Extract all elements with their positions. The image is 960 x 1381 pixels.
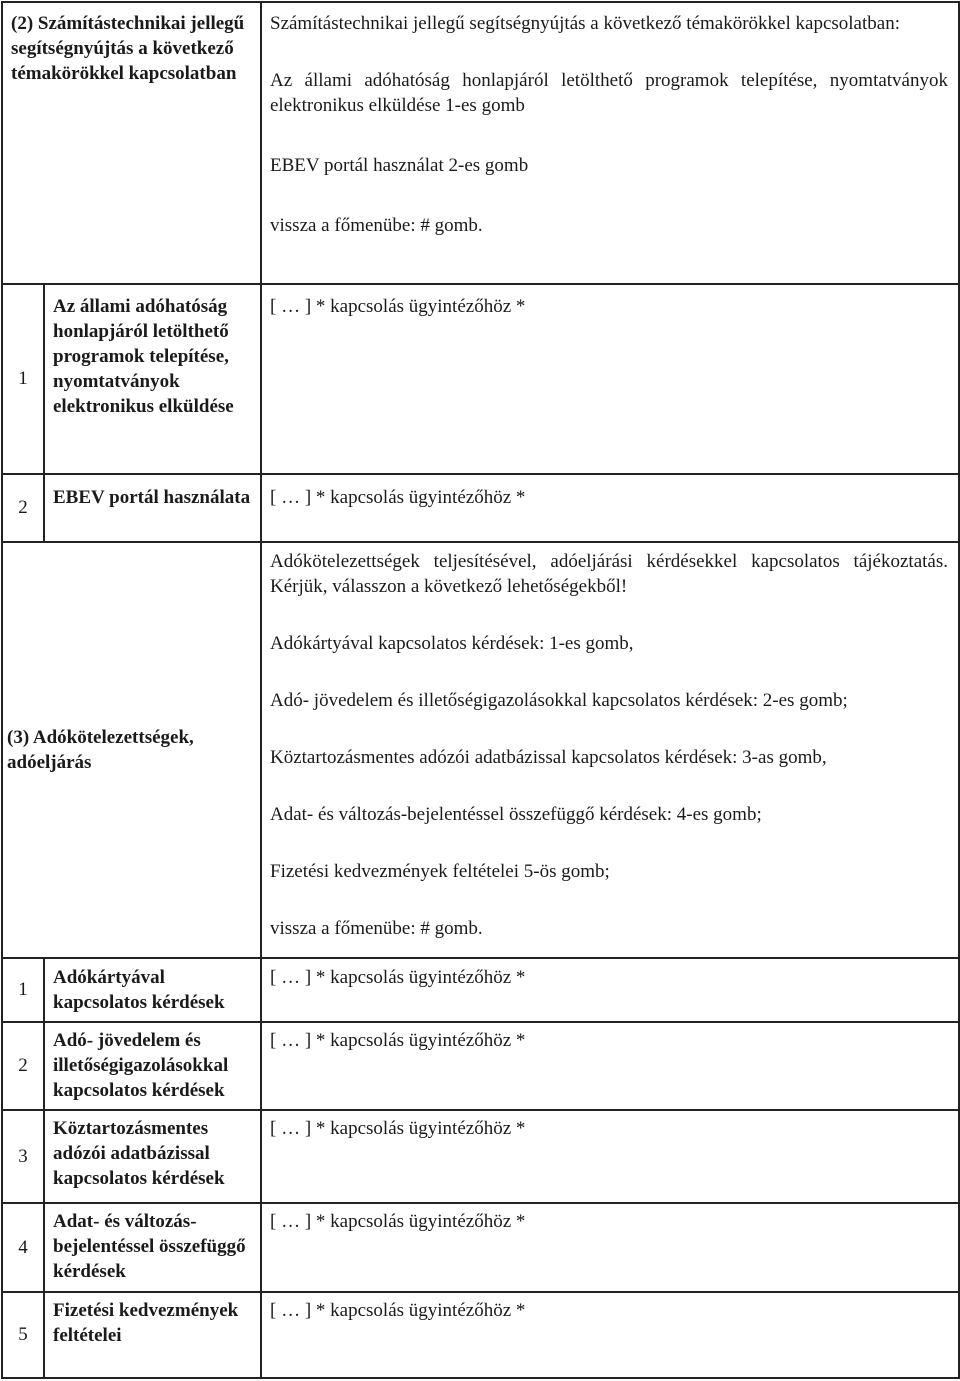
row-action: [ … ] * kapcsolás ügyintézőhöz *	[261, 1022, 959, 1110]
row-label: Adó- jövedelem és illetőségigazolásokkal kapcsolatos kérdések	[44, 1022, 261, 1110]
section3-option1: Adókártyával kapcsolatos kérdések: 1-es gomb,	[270, 633, 634, 654]
row-number: 2	[2, 474, 44, 542]
section2-title: (2) Számítástechnikai jellegű segítségnyújtás a következő témakörökkel kapcsolatban	[2, 2, 261, 284]
section2-back: vissza a főmenübe: # gomb.	[270, 215, 483, 236]
row-label: Fizetési kedvezmények feltételei	[44, 1292, 261, 1378]
section3-back: vissza a főmenübe: # gomb.	[270, 918, 483, 939]
section3-option5: Fizetési kedvezmények feltételei 5-ös gomb;	[270, 861, 610, 882]
row-number: 1	[2, 284, 44, 474]
table-row	[2, 1292, 959, 1378]
table-row	[2, 1110, 959, 1203]
section3-option2: Adó- jövedelem és illetőségigazolásokkal kapcsolatos kérdések: 2-es gomb;	[270, 690, 848, 711]
row-number: 4	[2, 1203, 44, 1292]
section2-option2: EBEV portál használat 2-es gomb	[270, 155, 529, 176]
row-number: 5	[2, 1292, 44, 1378]
row-label: Az állami adóhatóság honlapjáról letölthető programok telepítése, nyomtatványok elektronikus elküldése	[44, 284, 261, 474]
menu-table	[1, 1, 960, 1379]
row-action: [ … ] * kapcsolás ügyintézőhöz *	[261, 1203, 959, 1292]
row-label: EBEV portál használata	[44, 474, 261, 542]
table-row	[2, 284, 959, 474]
section3-intro: Adókötelezettségek teljesítésével, adóeljárási kérdésekkel kapcsolatos tájékoztatás. Kérjük, válasszon a következő lehetőségekből!	[270, 551, 948, 597]
row-number: 3	[2, 1110, 44, 1203]
table-row	[2, 958, 959, 1022]
row-action: [ … ] * kapcsolás ügyintézőhöz *	[261, 1110, 959, 1203]
section2-description	[261, 2, 959, 284]
row-label: Adókártyával kapcsolatos kérdések	[44, 958, 261, 1022]
section3-option3: Köztartozásmentes adózói adatbázissal kapcsolatos kérdések: 3-as gomb,	[270, 747, 827, 768]
row-label: Köztartozásmentes adózói adatbázissal kapcsolatos kérdések	[44, 1110, 261, 1203]
section3-description	[261, 542, 959, 958]
section2-option1: Az állami adóhatóság honlapjáról letölthető programok telepítése, nyomtatványok elektronikus elküldése 1-es gomb	[270, 70, 948, 116]
table-row	[2, 474, 959, 542]
section3-title: (3) Adókötelezettségek, adóeljárás	[2, 542, 261, 958]
section2-header-row	[2, 2, 959, 284]
row-number: 2	[2, 1022, 44, 1110]
table-row	[2, 1022, 959, 1110]
row-action: [ … ] * kapcsolás ügyintézőhöz *	[261, 474, 959, 542]
section3-option4: Adat- és változás-bejelentéssel összefüggő kérdések: 4-es gomb;	[270, 804, 762, 825]
row-action: [ … ] * kapcsolás ügyintézőhöz *	[261, 958, 959, 1022]
section2-intro: Számítástechnikai jellegű segítségnyújtás a következő témakörökkel kapcsolatban:	[270, 13, 900, 34]
section3-header-row	[2, 542, 959, 958]
row-action: [ … ] * kapcsolás ügyintézőhöz *	[261, 284, 959, 474]
table-row	[2, 1203, 959, 1292]
row-label: Adat- és változás-bejelentéssel összefüggő kérdések	[44, 1203, 261, 1292]
row-number: 1	[2, 958, 44, 1022]
row-action: [ … ] * kapcsolás ügyintézőhöz *	[261, 1292, 959, 1378]
